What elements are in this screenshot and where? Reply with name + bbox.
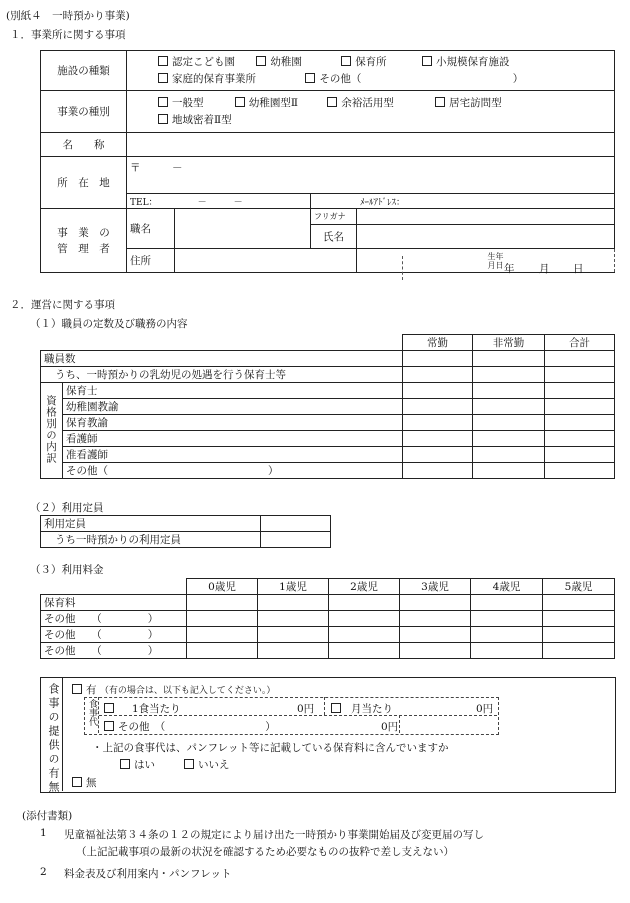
meal-fee-col-divider2 — [399, 715, 400, 733]
per-month-option: 月当たり — [331, 701, 393, 716]
checkbox[interactable] — [104, 721, 114, 731]
meal-other-value[interactable]: 0円 — [381, 721, 399, 733]
attachment-note: （上記記載事項の最新の状況を確認するため必要なものの抜粋で差し支えない） — [76, 846, 454, 858]
business-type-label: 事業の種別 — [41, 91, 127, 133]
staff-subtitle: （１）職員の定数及び職務の内容 — [30, 318, 188, 330]
cell[interactable] — [473, 415, 545, 431]
cell[interactable] — [545, 447, 615, 463]
cell[interactable] — [403, 431, 473, 447]
qual-row-label: 幼稚園教諭 — [63, 399, 403, 415]
checkbox[interactable] — [158, 56, 168, 66]
qual-row-label: 保育教諭 — [63, 415, 403, 431]
business-type-options: 一般型 幼稚園型Ⅱ 余裕活用型 居宅訪問型 地域密着Ⅱ型 — [127, 91, 615, 133]
postal-field[interactable]: 〒 － — [127, 157, 615, 194]
fullname-label: 氏名 — [311, 225, 357, 249]
cell[interactable] — [543, 643, 615, 659]
fee-row-label: その他 （ ） — [41, 643, 187, 659]
checkbox[interactable] — [158, 114, 168, 124]
checkbox[interactable] — [341, 56, 351, 66]
meal-fee-label: 食事代 — [87, 699, 97, 726]
cell[interactable] — [400, 627, 471, 643]
cell[interactable] — [473, 383, 545, 399]
qual-row-label: 保育士 — [63, 383, 403, 399]
capacity-table — [40, 515, 331, 548]
fee-subtitle: （３）利用料金 — [30, 564, 104, 576]
attachment-num: 1 — [40, 827, 47, 839]
meal-question: ・上記の食事代は、パンフレット等に記載している保育料に含んでいますか — [92, 742, 449, 754]
meal-fee-col-divider — [324, 697, 325, 715]
facility-type-label: 施設の種類 — [41, 51, 127, 91]
per-meal-value[interactable]: 0円 — [297, 703, 315, 715]
facility-type-options: 認定こども園 幼稚園 保育所 小規模保育施設 家庭的保育事業所 その他（ ） — [127, 51, 615, 91]
cell[interactable] — [329, 643, 400, 659]
qual-row-label: 看護師 — [63, 431, 403, 447]
checkbox[interactable] — [158, 97, 168, 107]
fee-row-label: その他 （ ） — [41, 611, 187, 627]
birth-day: 日 — [573, 263, 584, 275]
residence-label: 住所 — [127, 249, 175, 273]
col-parttime: 非常勤 — [473, 335, 545, 351]
cell[interactable] — [400, 643, 471, 659]
cell[interactable] — [473, 399, 545, 415]
section2-title: ２．運営に関する事項 — [10, 299, 115, 311]
cell[interactable] — [473, 431, 545, 447]
fee-col: 1歳児 — [258, 579, 329, 595]
residence-field[interactable] — [175, 249, 357, 273]
checkbox[interactable] — [72, 684, 82, 694]
cell[interactable] — [403, 383, 473, 399]
birth-label: 生年 月日 — [357, 249, 615, 273]
capacity-subtitle: （２）利用定員 — [30, 502, 104, 514]
cell[interactable] — [400, 611, 471, 627]
per-month-value[interactable]: 0円 — [476, 703, 494, 715]
cell[interactable] — [473, 447, 545, 463]
checkbox[interactable] — [305, 73, 315, 83]
cell[interactable] — [258, 627, 329, 643]
answer-no-option: いいえ — [184, 757, 230, 772]
cell[interactable] — [545, 367, 615, 383]
fee-table — [40, 578, 615, 659]
checkbox[interactable] — [120, 759, 130, 769]
birth-divider — [402, 256, 403, 280]
cell[interactable] — [403, 351, 473, 367]
cell[interactable] — [545, 383, 615, 399]
cell[interactable] — [329, 611, 400, 627]
per-meal-option: 1食当たり — [104, 701, 181, 716]
checkbox[interactable] — [104, 703, 114, 713]
cell[interactable] — [473, 351, 545, 367]
cell[interactable] — [187, 627, 258, 643]
cell[interactable] — [258, 611, 329, 627]
cell[interactable] — [543, 627, 615, 643]
qual-row-other: その他（ ） — [63, 463, 403, 479]
name-label: 名 称 — [41, 133, 127, 157]
cell[interactable] — [261, 516, 331, 532]
checkbox[interactable] — [256, 56, 266, 66]
cell[interactable] — [473, 367, 545, 383]
cell[interactable] — [258, 595, 329, 611]
checkbox[interactable] — [422, 56, 432, 66]
staff-sub-label: うち、一時預かりの乳幼児の処遇を行う保育士等 — [41, 367, 403, 383]
staff-count-label: 職員数 — [41, 351, 403, 367]
name-field[interactable] — [127, 133, 615, 157]
cell[interactable] — [545, 431, 615, 447]
capacity-sub-label: うち一時預かりの利用定員 — [41, 532, 261, 548]
cell[interactable] — [261, 532, 331, 548]
cell[interactable] — [473, 463, 545, 479]
cell[interactable] — [187, 611, 258, 627]
cell[interactable] — [403, 463, 473, 479]
checkbox[interactable] — [158, 73, 168, 83]
section1-title: １．事業所に関する事項 — [10, 29, 126, 41]
cell[interactable] — [187, 643, 258, 659]
document-header: (別紙４ 一時預かり事業) — [6, 10, 130, 22]
fee-col: 4歳児 — [471, 579, 543, 595]
meal-other-option: その他 （ ） — [104, 719, 276, 734]
attachment-num: 2 — [40, 866, 47, 878]
checkbox[interactable] — [72, 777, 82, 787]
job-title-field[interactable] — [175, 209, 311, 249]
cell[interactable] — [403, 367, 473, 383]
cell[interactable] — [545, 351, 615, 367]
answer-yes-option: はい — [120, 757, 155, 772]
birth-month: 月 — [539, 263, 550, 275]
tel-field[interactable]: TEL： － － — [127, 194, 311, 209]
cell[interactable] — [329, 627, 400, 643]
cell[interactable] — [545, 399, 615, 415]
col-total: 合計 — [545, 335, 615, 351]
checkbox[interactable] — [327, 97, 337, 107]
fullname-field[interactable] — [357, 225, 615, 249]
cell[interactable] — [400, 595, 471, 611]
cell[interactable] — [258, 643, 329, 659]
cell[interactable] — [543, 611, 615, 627]
checkbox[interactable] — [435, 97, 445, 107]
attachment-text: 料金表及び利用案内・パンフレット — [64, 868, 232, 880]
qualification-vertical-label: 資格別の内訳 — [41, 383, 63, 479]
cell[interactable] — [471, 611, 543, 627]
facility-table — [40, 50, 615, 273]
col-fulltime: 常勤 — [403, 335, 473, 351]
cell[interactable] — [543, 595, 615, 611]
cell[interactable] — [545, 463, 615, 479]
attachments-title: (添付書類) — [22, 810, 73, 822]
staff-table — [40, 334, 615, 479]
birth-year: 年 — [504, 263, 515, 275]
fee-col: 2歳児 — [329, 579, 400, 595]
cell[interactable] — [403, 415, 473, 431]
cell[interactable] — [329, 595, 400, 611]
fee-row-label: その他 （ ） — [41, 627, 187, 643]
address-label: 所 在 地 — [41, 157, 127, 209]
fee-col: 0歳児 — [187, 579, 258, 595]
email-field[interactable]: ﾒｰﾙｱﾄﾞﾚｽ： — [311, 194, 615, 209]
cell[interactable] — [403, 447, 473, 463]
capacity-label: 利用定員 — [41, 516, 261, 532]
manager-label: 事 業 の 管 理 者 — [41, 209, 127, 273]
qual-row-label: 准看護師 — [63, 447, 403, 463]
cell[interactable] — [545, 415, 615, 431]
cell[interactable] — [403, 399, 473, 415]
cell[interactable] — [471, 627, 543, 643]
cell[interactable] — [471, 643, 543, 659]
job-title-label: 職名 — [127, 209, 175, 249]
meal-vertical-label: 食事の提供の有無 — [47, 683, 60, 795]
staff-header-blank — [41, 335, 403, 351]
checkbox[interactable] — [235, 97, 245, 107]
attachment-text: 児童福祉法第３４条の１２の規定により届け出た一時預かり事業開始届及び変更届の写し — [64, 829, 484, 841]
meal-yes-option: 有 （有の場合は、以下も記入してください。） — [72, 682, 275, 697]
fee-header-blank — [41, 579, 187, 595]
checkbox[interactable] — [184, 759, 194, 769]
fee-row-label: 保育料 — [41, 595, 187, 611]
cell[interactable] — [471, 595, 543, 611]
meal-no-option: 無 — [72, 775, 97, 790]
fee-col: 5歳児 — [543, 579, 615, 595]
cell[interactable] — [187, 595, 258, 611]
fee-col: 3歳児 — [400, 579, 471, 595]
furigana-field[interactable] — [357, 209, 615, 225]
checkbox[interactable] — [331, 703, 341, 713]
furigana-label: フリガナ — [311, 209, 357, 225]
